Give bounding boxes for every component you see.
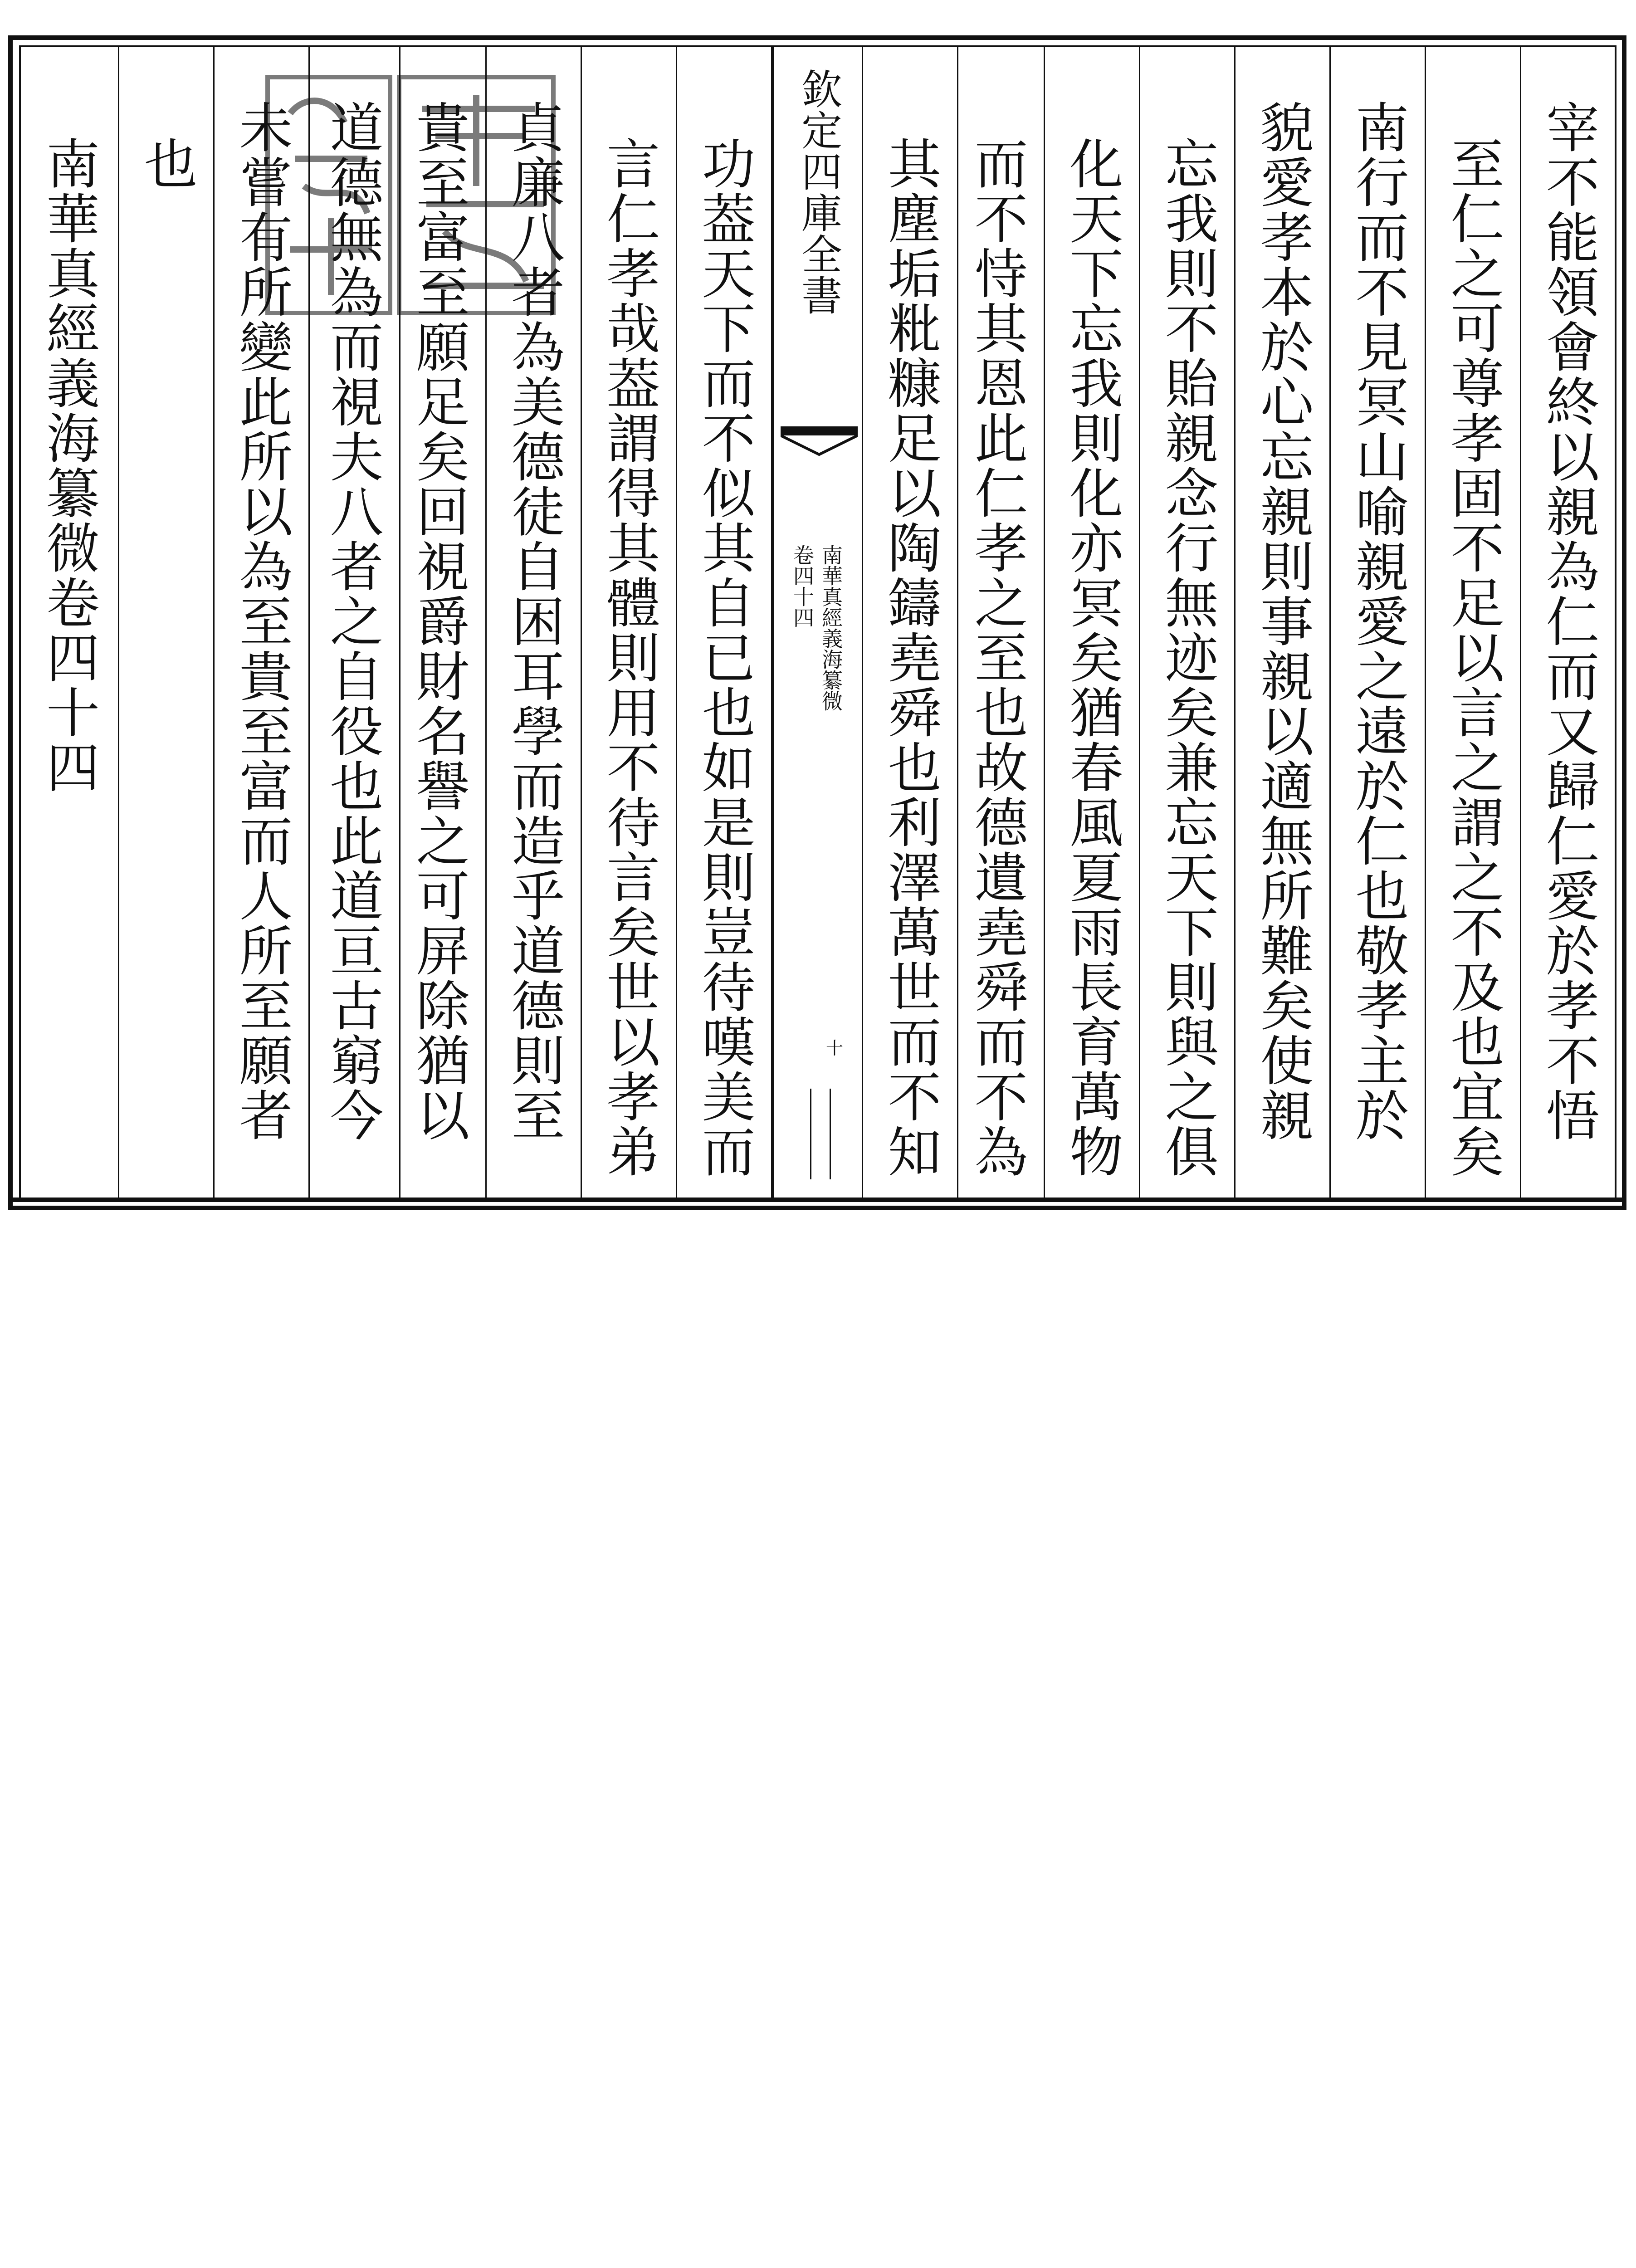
book-title: 南華真經義海纂微 bbox=[819, 544, 843, 711]
column-text-8: 其塵垢粃糠足以陶鑄堯舜也利澤萬世而不知 bbox=[879, 136, 942, 1179]
column-text-2: 至仁之可尊孝固不足以言之謂之不及也宜矣 bbox=[1441, 136, 1504, 1179]
column-text-1: 宰不能領會終以親為仁而又歸仁愛於孝不悟 bbox=[1537, 100, 1600, 1143]
collection-title: 欽定四庫全書 bbox=[794, 68, 842, 316]
column-text-11: 貞廉八者為美德徒自困耳學而造乎道德則至 bbox=[502, 100, 565, 1143]
column-text-10: 言仁孝哉葢謂得其體則用不待言矣世以孝弟 bbox=[597, 136, 660, 1179]
column-text-7: 而不恃其恩此仁孝之至也故德遺堯舜而不為 bbox=[965, 136, 1028, 1179]
column-text-3: 南行而不見冥山喻親愛之遠於仁也敬孝主於 bbox=[1346, 100, 1409, 1143]
column-text-16: 南華真經義海纂微卷四十四 bbox=[37, 136, 100, 795]
column-text-9: 功葢天下而不似其自已也如是則豈待嘆美而 bbox=[693, 136, 756, 1179]
volume-label: 卷四十四 bbox=[790, 544, 815, 628]
column-text-6: 化天下忘我則化亦冥矣猶春風夏雨長育萬物 bbox=[1060, 136, 1123, 1179]
column-text-4: 貌愛孝本於心忘親則事親以適無所難矣使親 bbox=[1251, 100, 1314, 1143]
inner-border bbox=[19, 45, 1616, 1200]
column-text-5: 忘我則不貽親念行無迹矣兼忘天下則與之俱 bbox=[1156, 136, 1219, 1179]
column-text-15: 也 bbox=[135, 136, 198, 191]
folio-number: 十 bbox=[826, 1038, 844, 1058]
column-text-12: 貴至富至願足矣回視爵財名譽之可屏除猶以 bbox=[407, 100, 470, 1143]
imperial-seal-stamp bbox=[263, 68, 562, 322]
column-text-13: 道德無為而視夫八者之自役也此道亘古窮今 bbox=[321, 100, 384, 1143]
column-text-14: 未嘗有所變此所以為至貴至富而人所至願者 bbox=[230, 100, 293, 1143]
